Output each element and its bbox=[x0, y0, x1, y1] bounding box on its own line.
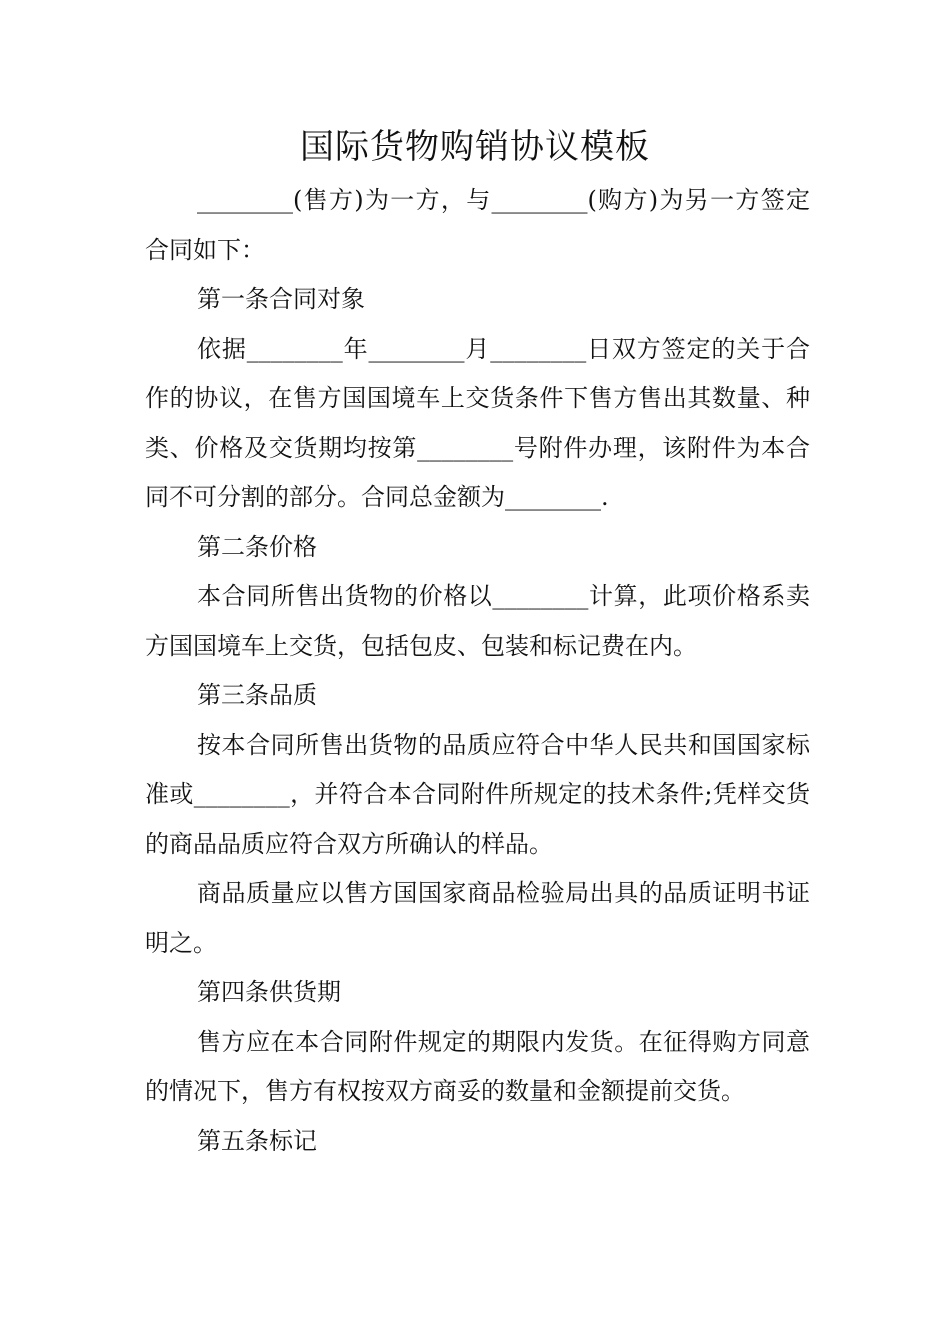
article-1-heading: 第一条合同对象 bbox=[197, 285, 365, 313]
article-4-heading: 第四条供货期 bbox=[197, 978, 341, 1006]
article-1-paragraph: 依据________年________月________日双方签定的关于合作的协议，在售方国国境车上交货条件下售方售出其数量、种类、价格及交货期均按第________号附件办理，该附件为本合同不可分割的部分。合同总金额为________. bbox=[145, 334, 810, 511]
document-title: 国际货物购销协议模板 bbox=[300, 127, 650, 167]
article-4-paragraph: 售方应在本合同附件规定的期限内发货。在征得购方同意的情况下，售方有权按双方商妥的数量和金额提前交货。 bbox=[145, 1027, 810, 1105]
article-3-heading: 第三条品质 bbox=[197, 681, 317, 709]
article-5-heading: 第五条标记 bbox=[197, 1126, 317, 1155]
article-3-paragraph-1: 按本合同所售出货物的品质应符合中华人民共和国国家标准或________，并符合本合同附件所规定的技术条件;凭样交货的商品品质应符合双方所确认的样品。 bbox=[145, 730, 810, 858]
intro-paragraph: ________(售方)为一方，与________(购方)为另一方签定合同如下： bbox=[145, 186, 810, 264]
article-3-paragraph-2: 商品质量应以售方国国家商品检验局出具的品质证明书证明之。 bbox=[145, 879, 810, 957]
document-body bbox=[145, 176, 810, 1166]
article-2-heading: 第二条价格 bbox=[197, 532, 317, 561]
article-2-paragraph: 本合同所售出货物的价格以________计算，此项价格系卖方国国境车上交货，包括包皮、包装和标记费在内。 bbox=[145, 582, 810, 660]
